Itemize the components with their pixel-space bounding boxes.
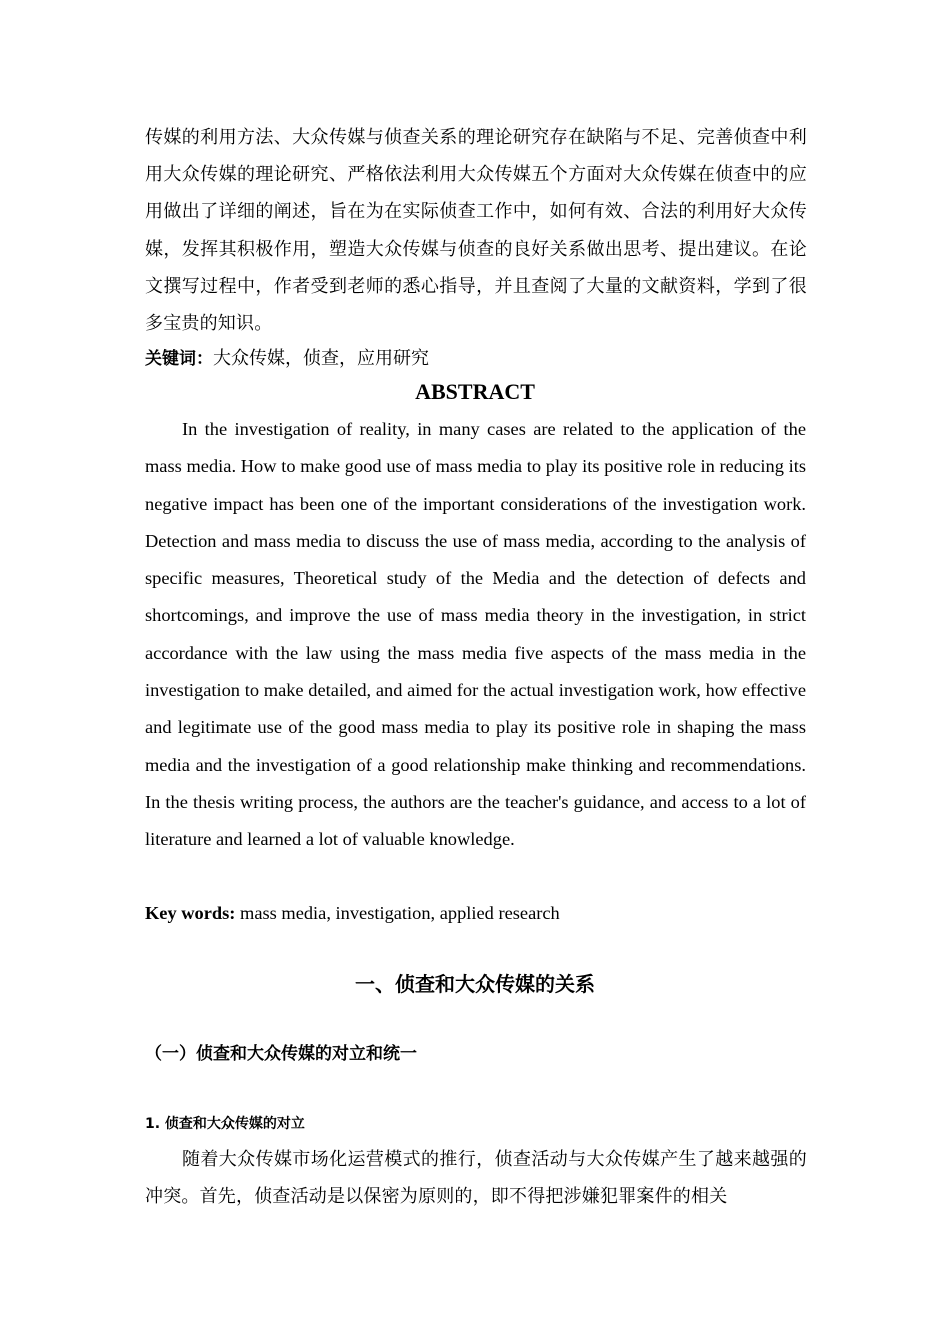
english-abstract-body: In the investigation of reality, in many cases are related to the application of the mass media. How to make good use of mass media to play its positive role in reducing its negative impact has been one of the important considerations of the investigation work. Detection and mass media to discuss the use of mass media, according to the analysis of specific measures, Theoretical study of the Media and the detection of defects and shortcomings, and improve the use of mass media theory in the investigation, in strict accordance with the law using the mass media five aspects of the mass media in the investigation to make detailed, and aimed for the actual investigation work, how effective and legitimate use of the good mass media to play its positive role in shaping the mass media and the investigation of a good relationship make thinking and recommendations. In the thesis writing process, the authors are the teacher's guidance, and access to a lot of literature and learned a lot of valuable knowledge.: [145, 419, 806, 850]
english-keywords-label: Key words:: [145, 903, 236, 923]
english-keywords: [145, 897, 560, 929]
chinese-keywords: [145, 340, 429, 378]
section-heading-1: 一、侦查和大众传媒的关系: [355, 972, 595, 996]
section-heading-2: （一）侦查和大众传媒的对立和统一: [145, 1044, 417, 1064]
chinese-keywords-value: 大众传媒，侦查，应用研究: [213, 348, 429, 369]
abstract-title: ABSTRACT: [415, 379, 535, 404]
section-body-paragraph: 随着大众传媒市场化运营模式的推行，侦查活动与大众传媒产生了越来越强的冲突。首先，侦查活动是以保密为原则的，即不得把涉嫌犯罪案件的相关: [145, 1149, 807, 1208]
section-heading-3: 1. 侦查和大众传媒的对立: [145, 1116, 305, 1132]
chinese-keywords-label: 关键词：: [145, 349, 213, 369]
english-keywords-value: mass media, investigation, applied research: [235, 903, 560, 923]
chinese-abstract-body: 传媒的利用方法、大众传媒与侦查关系的理论研究存在缺陷与不足、完善侦查中利用大众传媒的理论研究、严格依法利用大众传媒五个方面对大众传媒在侦查中的应用做出了详细的阐述，旨在为在实际侦查工作中，如何有效、合法的利用好大众传媒，发挥其积极作用，塑造大众传媒与侦查的良好关系做出思考、提出建议。在论文撰写过程中，作者受到老师的悉心指导，并且查阅了大量的文献资料，学到了很多宝贵的知识。: [145, 127, 807, 335]
